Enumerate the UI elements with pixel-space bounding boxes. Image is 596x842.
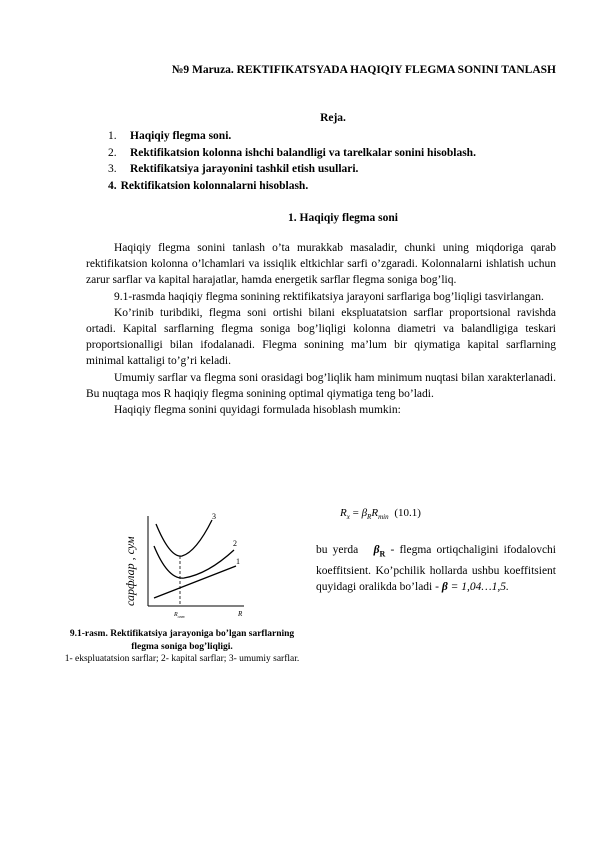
plan-list <box>108 128 476 194</box>
x-axis-label: R <box>238 610 243 618</box>
plan-item: 2. Rektifikatsion kolonna ishchi balandligi va tarelkalar sonini hisoblash. <box>108 146 476 159</box>
paragraph: Haqiqiy flegma sonini tanlash o’ta murakkab masaladir, chunki uning miqdoriga qarab rektifikatsion kolonna o’lchamlari va issiqlik eltkichlar sarfi o’zgaradi. Kolonnalarni ishlatish uchun zarur sarflar va kapital harajatlar, hamda energetik sarflar flegma soniga bog’liq. <box>86 242 556 287</box>
x-optimum-label: $R_{опт}$ <box>174 612 185 619</box>
plan-heading: Reja. <box>320 112 346 124</box>
curve-2 <box>154 546 234 578</box>
body-text <box>86 240 556 418</box>
paragraph: 9.1-rasmda haqiqiy flegma sonining rektifikatsiya jarayoni sarflariga bog’liqligi tasvirlangan. <box>114 290 544 303</box>
section-heading: 1. Haqiqiy flegma soni <box>288 212 398 224</box>
caption-legend: 1- ekspluatatsion sarflar; 2- kapital sarflar; 3- umumiy sarflar. <box>64 654 300 664</box>
curve-label-2: 2 <box>233 539 237 548</box>
curve-3 <box>156 520 212 556</box>
figure-caption <box>62 628 302 666</box>
curve-label-3: 3 <box>212 512 216 521</box>
caption-title: 9.1-rasm. Rektifikatsiya jarayoniga bo’lgan sarflarning flegma soniga bog’liqligi. <box>69 629 295 652</box>
beta-explanation: bu yerda $\beta_R$ - flegma ortiqchaligini ifodalovchi koeffitsient. Ko’pchilik hollarda ushbu koeffitsient quyidagi oralikda bo’ladi - β = 1,04…1,5. <box>316 544 557 594</box>
paragraph: Ko’rinib turibdiki, flegma soni ortishi bilani ekspluatatsion sarflar proportsional ravishda ortadi. Kapital sarflarning flegma soniga bog’liqligi kolonna diametri va balandligiga teskari proportsionalligi bilan ifodalanadi. Flegma sonining ma’lum bir qiymatiga kapital sarflarning minimal kattaligi to’g’ri keladi. <box>86 306 556 368</box>
plan-item: 3. Rektifikatsiya jarayonini tashkil etish usullari. <box>108 163 359 175</box>
lecture-title: №9 Maruza. REKTIFIKATSYADA HAQIQIY FLEGMA SONINI TANLASH <box>171 64 556 76</box>
plan-item: 4. Rektifikatsion kolonnalarni hisoblash. <box>108 179 309 192</box>
curve-1 <box>154 566 236 598</box>
y-axis-label: сарфлар , сум <box>123 536 137 606</box>
figure-9-1 <box>112 506 252 624</box>
paragraph: Haqiqiy flegma sonini quyidagi formulada hisoblash mumkin: <box>114 404 401 417</box>
plan-item: 1. Haqiqiy flegma soni. <box>108 130 232 142</box>
paragraph: Umumiy sarflar va flegma soni orasidagi bog’liqlik ham minimum nuqtasi bilan xarakterlanadi. Bu nuqtaga mos R haqiqiy flegma sonining optimal qiymatiga teng bo’ladi. <box>86 371 556 400</box>
curve-label-1: 1 <box>236 557 240 566</box>
formula-10-1: $R_x = \beta_RR_{min}$ (10.1) <box>340 507 421 522</box>
